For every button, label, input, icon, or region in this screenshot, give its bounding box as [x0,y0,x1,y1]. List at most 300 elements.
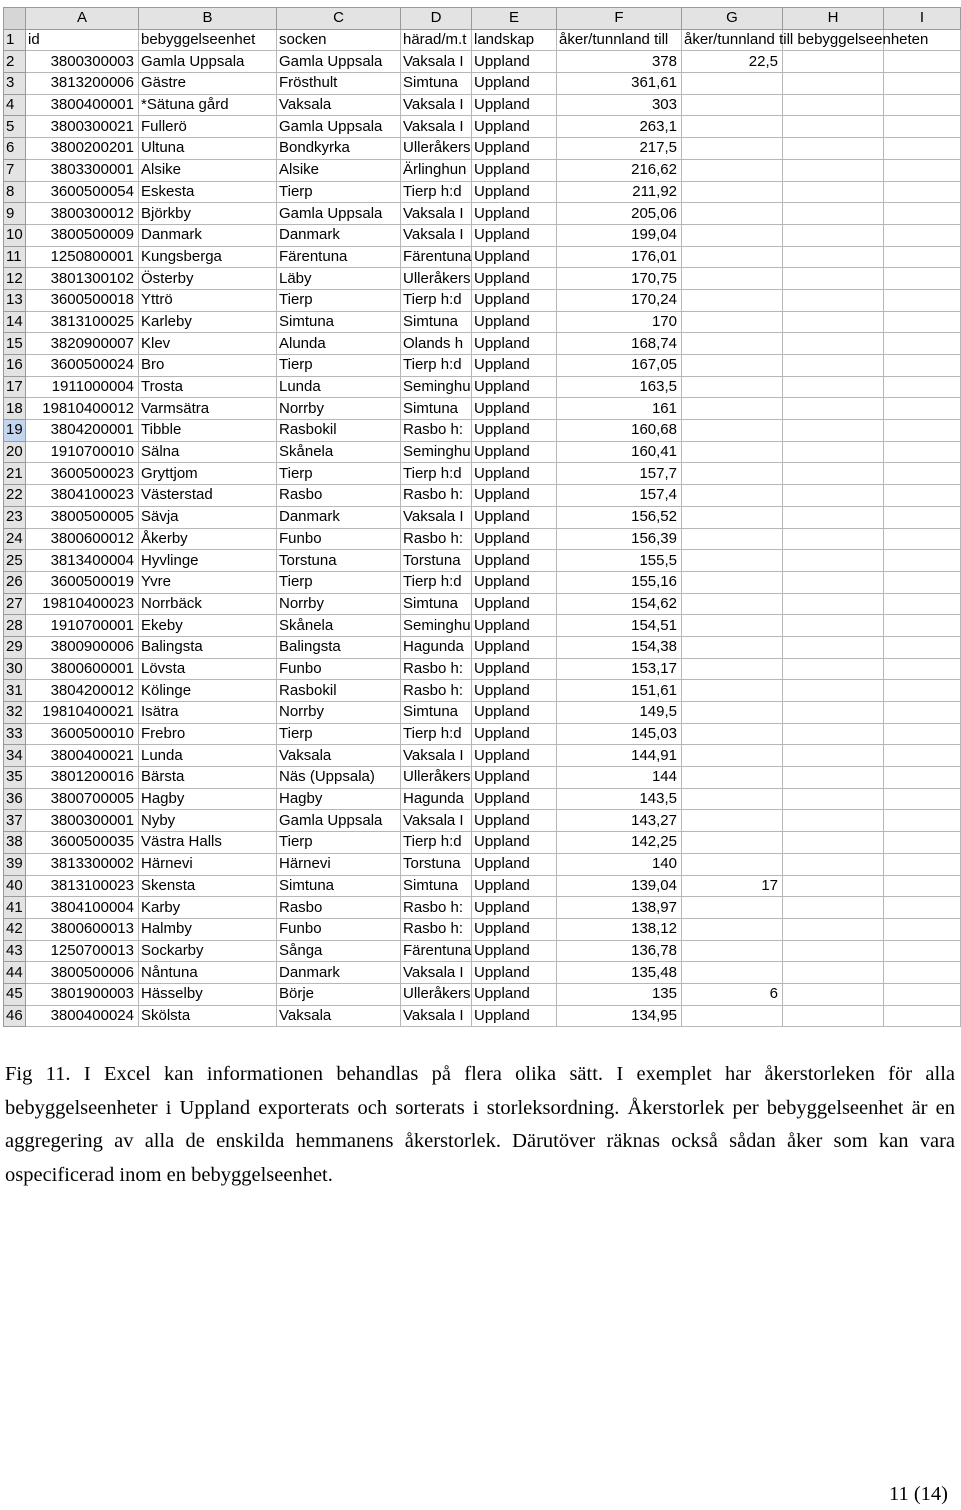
cell-f-1[interactable]: åker/tunnland till [557,29,682,51]
cell-b-46[interactable]: Skölsta [139,1005,277,1027]
cell-c-19[interactable]: Rasbokil [277,420,401,442]
cell-f-12[interactable]: 170,75 [557,268,682,290]
cell-h-46[interactable] [783,1005,884,1027]
row-header[interactable]: 6 [4,138,26,160]
row-header[interactable]: 35 [4,767,26,789]
cell-c-11[interactable]: Färentuna [277,246,401,268]
cell-i-24[interactable] [884,528,961,550]
cell-h-7[interactable] [783,159,884,181]
cell-f-45[interactable]: 135 [557,983,682,1005]
cell-e-6[interactable]: Uppland [472,138,557,160]
row-header[interactable]: 34 [4,745,26,767]
cell-a-38[interactable]: 3600500035 [26,832,139,854]
cell-e-8[interactable]: Uppland [472,181,557,203]
cell-g-8[interactable] [682,181,783,203]
cell-f-40[interactable]: 139,04 [557,875,682,897]
cell-e-43[interactable]: Uppland [472,940,557,962]
cell-g-25[interactable] [682,550,783,572]
cell-d-27[interactable]: Simtuna [401,593,472,615]
cell-e-1[interactable]: landskap [472,29,557,51]
cell-h-42[interactable] [783,918,884,940]
cell-a-9[interactable]: 3800300012 [26,203,139,225]
cell-b-37[interactable]: Nyby [139,810,277,832]
cell-f-33[interactable]: 145,03 [557,723,682,745]
cell-e-9[interactable]: Uppland [472,203,557,225]
cell-i-16[interactable] [884,355,961,377]
cell-a-25[interactable]: 3813400004 [26,550,139,572]
cell-f-39[interactable]: 140 [557,853,682,875]
cell-b-20[interactable]: Sälna [139,441,277,463]
cell-c-23[interactable]: Danmark [277,506,401,528]
cell-b-10[interactable]: Danmark [139,224,277,246]
cell-a-13[interactable]: 3600500018 [26,289,139,311]
cell-f-26[interactable]: 155,16 [557,571,682,593]
cell-g-2[interactable]: 22,5 [682,51,783,73]
cell-e-30[interactable]: Uppland [472,658,557,680]
cell-a-5[interactable]: 3800300021 [26,116,139,138]
cell-b-6[interactable]: Ultuna [139,138,277,160]
cell-b-2[interactable]: Gamla Uppsala [139,51,277,73]
cell-h-24[interactable] [783,528,884,550]
cell-e-18[interactable]: Uppland [472,398,557,420]
cell-g-3[interactable] [682,73,783,95]
cell-e-40[interactable]: Uppland [472,875,557,897]
cell-i-13[interactable] [884,289,961,311]
cell-d-30[interactable]: Rasbo h: [401,658,472,680]
cell-b-43[interactable]: Sockarby [139,940,277,962]
cell-i-11[interactable] [884,246,961,268]
cell-i-36[interactable] [884,788,961,810]
row-header[interactable]: 9 [4,203,26,225]
cell-h-21[interactable] [783,463,884,485]
cell-h-3[interactable] [783,73,884,95]
cell-d-4[interactable]: Vaksala I [401,94,472,116]
cell-e-38[interactable]: Uppland [472,832,557,854]
cell-a-12[interactable]: 3801300102 [26,268,139,290]
cell-g-24[interactable] [682,528,783,550]
cell-i-4[interactable] [884,94,961,116]
cell-i-45[interactable] [884,983,961,1005]
cell-c-33[interactable]: Tierp [277,723,401,745]
cell-g-39[interactable] [682,853,783,875]
cell-d-10[interactable]: Vaksala I [401,224,472,246]
cell-b-42[interactable]: Halmby [139,918,277,940]
cell-e-21[interactable]: Uppland [472,463,557,485]
cell-f-16[interactable]: 167,05 [557,355,682,377]
cell-h-26[interactable] [783,571,884,593]
row-header[interactable]: 39 [4,853,26,875]
row-header[interactable]: 46 [4,1005,26,1027]
cell-b-15[interactable]: Klev [139,333,277,355]
cell-f-2[interactable]: 378 [557,51,682,73]
cell-a-7[interactable]: 3803300001 [26,159,139,181]
cell-c-43[interactable]: Sånga [277,940,401,962]
cell-f-19[interactable]: 160,68 [557,420,682,442]
cell-c-29[interactable]: Balingsta [277,636,401,658]
cell-g-36[interactable] [682,788,783,810]
row-header[interactable]: 5 [4,116,26,138]
cell-a-24[interactable]: 3800600012 [26,528,139,550]
cell-a-19[interactable]: 3804200001 [26,420,139,442]
cell-a-23[interactable]: 3800500005 [26,506,139,528]
cell-c-5[interactable]: Gamla Uppsala [277,116,401,138]
cell-a-14[interactable]: 3813100025 [26,311,139,333]
cell-i-2[interactable] [884,51,961,73]
cell-g-7[interactable] [682,159,783,181]
cell-d-37[interactable]: Vaksala I [401,810,472,832]
cell-e-16[interactable]: Uppland [472,355,557,377]
column-header-e[interactable]: E [472,8,557,30]
cell-g-12[interactable] [682,268,783,290]
cell-i-34[interactable] [884,745,961,767]
cell-g-27[interactable] [682,593,783,615]
cell-b-4[interactable]: *Sätuna gård [139,94,277,116]
cell-h-33[interactable] [783,723,884,745]
cell-i-26[interactable] [884,571,961,593]
cell-g-35[interactable] [682,767,783,789]
cell-e-2[interactable]: Uppland [472,51,557,73]
row-header[interactable]: 18 [4,398,26,420]
row-header[interactable]: 12 [4,268,26,290]
cell-g-42[interactable] [682,918,783,940]
cell-c-38[interactable]: Tierp [277,832,401,854]
cell-a-45[interactable]: 3801900003 [26,983,139,1005]
row-header[interactable]: 36 [4,788,26,810]
cell-d-25[interactable]: Torstuna [401,550,472,572]
cell-f-23[interactable]: 156,52 [557,506,682,528]
cell-a-6[interactable]: 3800200201 [26,138,139,160]
row-header[interactable]: 10 [4,224,26,246]
cell-e-5[interactable]: Uppland [472,116,557,138]
row-header[interactable]: 32 [4,702,26,724]
cell-a-35[interactable]: 3801200016 [26,767,139,789]
cell-h-36[interactable] [783,788,884,810]
cell-g-33[interactable] [682,723,783,745]
cell-e-27[interactable]: Uppland [472,593,557,615]
cell-f-27[interactable]: 154,62 [557,593,682,615]
cell-a-3[interactable]: 3813200006 [26,73,139,95]
cell-i-5[interactable] [884,116,961,138]
cell-a-2[interactable]: 3800300003 [26,51,139,73]
cell-e-7[interactable]: Uppland [472,159,557,181]
cell-f-20[interactable]: 160,41 [557,441,682,463]
cell-a-16[interactable]: 3600500024 [26,355,139,377]
cell-a-33[interactable]: 3600500010 [26,723,139,745]
cell-i-9[interactable] [884,203,961,225]
cell-e-17[interactable]: Uppland [472,376,557,398]
cell-b-21[interactable]: Gryttjom [139,463,277,485]
cell-a-11[interactable]: 1250800001 [26,246,139,268]
cell-d-35[interactable]: Ulleråkers [401,767,472,789]
cell-g-29[interactable] [682,636,783,658]
cell-b-26[interactable]: Yvre [139,571,277,593]
cell-c-27[interactable]: Norrby [277,593,401,615]
cell-i-31[interactable] [884,680,961,702]
cell-b-18[interactable]: Varmsätra [139,398,277,420]
cell-a-1[interactable]: id [26,29,139,51]
row-header[interactable]: 23 [4,506,26,528]
cell-d-8[interactable]: Tierp h:d [401,181,472,203]
cell-d-38[interactable]: Tierp h:d [401,832,472,854]
cell-e-37[interactable]: Uppland [472,810,557,832]
column-header-c[interactable]: C [277,8,401,30]
cell-g-1[interactable]: åker/tunnland till bebyggelseenheten [682,29,783,51]
cell-e-10[interactable]: Uppland [472,224,557,246]
cell-h-39[interactable] [783,853,884,875]
cell-i-42[interactable] [884,918,961,940]
row-header[interactable]: 17 [4,376,26,398]
row-header[interactable]: 21 [4,463,26,485]
cell-h-25[interactable] [783,550,884,572]
cell-a-18[interactable]: 19810400012 [26,398,139,420]
cell-a-22[interactable]: 3804100023 [26,485,139,507]
cell-h-45[interactable] [783,983,884,1005]
cell-a-20[interactable]: 1910700010 [26,441,139,463]
cell-b-27[interactable]: Norrbäck [139,593,277,615]
column-header-b[interactable]: B [139,8,277,30]
row-header[interactable]: 22 [4,485,26,507]
cell-i-7[interactable] [884,159,961,181]
cell-g-19[interactable] [682,420,783,442]
cell-g-20[interactable] [682,441,783,463]
cell-f-11[interactable]: 176,01 [557,246,682,268]
cell-f-46[interactable]: 134,95 [557,1005,682,1027]
cell-h-18[interactable] [783,398,884,420]
cell-h-14[interactable] [783,311,884,333]
row-header[interactable]: 37 [4,810,26,832]
cell-b-32[interactable]: Isätra [139,702,277,724]
cell-c-46[interactable]: Vaksala [277,1005,401,1027]
row-header[interactable]: 20 [4,441,26,463]
cell-e-44[interactable]: Uppland [472,962,557,984]
cell-b-23[interactable]: Sävja [139,506,277,528]
cell-a-46[interactable]: 3800400024 [26,1005,139,1027]
cell-a-15[interactable]: 3820900007 [26,333,139,355]
cell-d-45[interactable]: Ulleråkers [401,983,472,1005]
cell-b-39[interactable]: Härnevi [139,853,277,875]
cell-a-41[interactable]: 3804100004 [26,897,139,919]
cell-c-45[interactable]: Börje [277,983,401,1005]
cell-c-4[interactable]: Vaksala [277,94,401,116]
cell-c-13[interactable]: Tierp [277,289,401,311]
cell-h-5[interactable] [783,116,884,138]
cell-e-25[interactable]: Uppland [472,550,557,572]
cell-a-17[interactable]: 1911000004 [26,376,139,398]
column-header-f[interactable]: F [557,8,682,30]
cell-h-35[interactable] [783,767,884,789]
cell-a-8[interactable]: 3600500054 [26,181,139,203]
cell-a-32[interactable]: 19810400021 [26,702,139,724]
row-header[interactable]: 42 [4,918,26,940]
cell-f-22[interactable]: 157,4 [557,485,682,507]
cell-d-24[interactable]: Rasbo h: [401,528,472,550]
cell-c-14[interactable]: Simtuna [277,311,401,333]
cell-i-12[interactable] [884,268,961,290]
cell-d-23[interactable]: Vaksala I [401,506,472,528]
row-header[interactable]: 41 [4,897,26,919]
cell-i-21[interactable] [884,463,961,485]
cell-d-5[interactable]: Vaksala I [401,116,472,138]
cell-g-41[interactable] [682,897,783,919]
cell-h-8[interactable] [783,181,884,203]
cell-c-18[interactable]: Norrby [277,398,401,420]
cell-g-44[interactable] [682,962,783,984]
cell-a-39[interactable]: 3813300002 [26,853,139,875]
cell-i-20[interactable] [884,441,961,463]
cell-i-39[interactable] [884,853,961,875]
cell-g-21[interactable] [682,463,783,485]
cell-d-31[interactable]: Rasbo h: [401,680,472,702]
cell-h-29[interactable] [783,636,884,658]
cell-c-40[interactable]: Simtuna [277,875,401,897]
cell-g-4[interactable] [682,94,783,116]
cell-c-3[interactable]: Frösthult [277,73,401,95]
cell-b-25[interactable]: Hyvlinge [139,550,277,572]
cell-i-41[interactable] [884,897,961,919]
cell-e-3[interactable]: Uppland [472,73,557,95]
cell-f-4[interactable]: 303 [557,94,682,116]
cell-d-20[interactable]: Seminghu [401,441,472,463]
cell-f-35[interactable]: 144 [557,767,682,789]
cell-i-46[interactable] [884,1005,961,1027]
cell-e-36[interactable]: Uppland [472,788,557,810]
row-header[interactable]: 25 [4,550,26,572]
cell-d-6[interactable]: Ulleråkers [401,138,472,160]
cell-d-44[interactable]: Vaksala I [401,962,472,984]
cell-g-34[interactable] [682,745,783,767]
cell-f-5[interactable]: 263,1 [557,116,682,138]
cell-i-37[interactable] [884,810,961,832]
cell-i-30[interactable] [884,658,961,680]
cell-f-6[interactable]: 217,5 [557,138,682,160]
cell-f-18[interactable]: 161 [557,398,682,420]
column-header-h[interactable]: H [783,8,884,30]
cell-a-30[interactable]: 3800600001 [26,658,139,680]
cell-e-24[interactable]: Uppland [472,528,557,550]
cell-d-28[interactable]: Seminghu [401,615,472,637]
cell-g-9[interactable] [682,203,783,225]
cell-g-15[interactable] [682,333,783,355]
cell-c-1[interactable]: socken [277,29,401,51]
cell-e-23[interactable]: Uppland [472,506,557,528]
cell-c-9[interactable]: Gamla Uppsala [277,203,401,225]
cell-b-28[interactable]: Ekeby [139,615,277,637]
row-header[interactable]: 3 [4,73,26,95]
cell-c-24[interactable]: Funbo [277,528,401,550]
cell-i-18[interactable] [884,398,961,420]
cell-b-30[interactable]: Lövsta [139,658,277,680]
cell-h-28[interactable] [783,615,884,637]
row-header[interactable]: 7 [4,159,26,181]
row-header[interactable]: 11 [4,246,26,268]
column-header-g[interactable]: G [682,8,783,30]
cell-d-41[interactable]: Rasbo h: [401,897,472,919]
cell-d-9[interactable]: Vaksala I [401,203,472,225]
cell-c-6[interactable]: Bondkyrka [277,138,401,160]
cell-c-30[interactable]: Funbo [277,658,401,680]
cell-e-14[interactable]: Uppland [472,311,557,333]
cell-d-22[interactable]: Rasbo h: [401,485,472,507]
cell-i-32[interactable] [884,702,961,724]
cell-g-30[interactable] [682,658,783,680]
cell-g-26[interactable] [682,571,783,593]
cell-a-34[interactable]: 3800400021 [26,745,139,767]
cell-a-27[interactable]: 19810400023 [26,593,139,615]
cell-d-42[interactable]: Rasbo h: [401,918,472,940]
cell-e-39[interactable]: Uppland [472,853,557,875]
cell-g-32[interactable] [682,702,783,724]
cell-h-9[interactable] [783,203,884,225]
cell-d-7[interactable]: Ärlinghun [401,159,472,181]
cell-a-40[interactable]: 3813100023 [26,875,139,897]
cell-h-4[interactable] [783,94,884,116]
cell-f-32[interactable]: 149,5 [557,702,682,724]
row-header[interactable]: 44 [4,962,26,984]
cell-d-39[interactable]: Torstuna [401,853,472,875]
cell-e-45[interactable]: Uppland [472,983,557,1005]
cell-e-28[interactable]: Uppland [472,615,557,637]
cell-h-20[interactable] [783,441,884,463]
cell-d-21[interactable]: Tierp h:d [401,463,472,485]
cell-h-31[interactable] [783,680,884,702]
cell-d-19[interactable]: Rasbo h: [401,420,472,442]
cell-b-9[interactable]: Björkby [139,203,277,225]
cell-b-8[interactable]: Eskesta [139,181,277,203]
cell-f-36[interactable]: 143,5 [557,788,682,810]
cell-c-7[interactable]: Alsike [277,159,401,181]
cell-d-17[interactable]: Seminghu [401,376,472,398]
cell-a-44[interactable]: 3800500006 [26,962,139,984]
cell-a-10[interactable]: 3800500009 [26,224,139,246]
cell-f-30[interactable]: 153,17 [557,658,682,680]
cell-b-14[interactable]: Karleby [139,311,277,333]
cell-i-27[interactable] [884,593,961,615]
cell-d-12[interactable]: Ulleråkers [401,268,472,290]
row-header[interactable]: 26 [4,571,26,593]
cell-h-23[interactable] [783,506,884,528]
cell-c-25[interactable]: Torstuna [277,550,401,572]
cell-b-41[interactable]: Karby [139,897,277,919]
cell-d-26[interactable]: Tierp h:d [401,571,472,593]
cell-d-16[interactable]: Tierp h:d [401,355,472,377]
cell-h-2[interactable] [783,51,884,73]
row-header[interactable]: 30 [4,658,26,680]
cell-c-12[interactable]: Läby [277,268,401,290]
cell-i-25[interactable] [884,550,961,572]
cell-h-12[interactable] [783,268,884,290]
cell-b-34[interactable]: Lunda [139,745,277,767]
cell-d-33[interactable]: Tierp h:d [401,723,472,745]
cell-h-32[interactable] [783,702,884,724]
cell-g-11[interactable] [682,246,783,268]
cell-e-12[interactable]: Uppland [472,268,557,290]
cell-e-29[interactable]: Uppland [472,636,557,658]
cell-c-21[interactable]: Tierp [277,463,401,485]
cell-c-36[interactable]: Hagby [277,788,401,810]
cell-f-21[interactable]: 157,7 [557,463,682,485]
cell-a-36[interactable]: 3800700005 [26,788,139,810]
cell-c-22[interactable]: Rasbo [277,485,401,507]
cell-h-41[interactable] [783,897,884,919]
row-header[interactable]: 45 [4,983,26,1005]
select-all-corner[interactable] [4,8,26,30]
cell-a-43[interactable]: 1250700013 [26,940,139,962]
cell-c-35[interactable]: Näs (Uppsala) [277,767,401,789]
cell-a-21[interactable]: 3600500023 [26,463,139,485]
cell-h-6[interactable] [783,138,884,160]
cell-h-22[interactable] [783,485,884,507]
row-header[interactable]: 1 [4,29,26,51]
